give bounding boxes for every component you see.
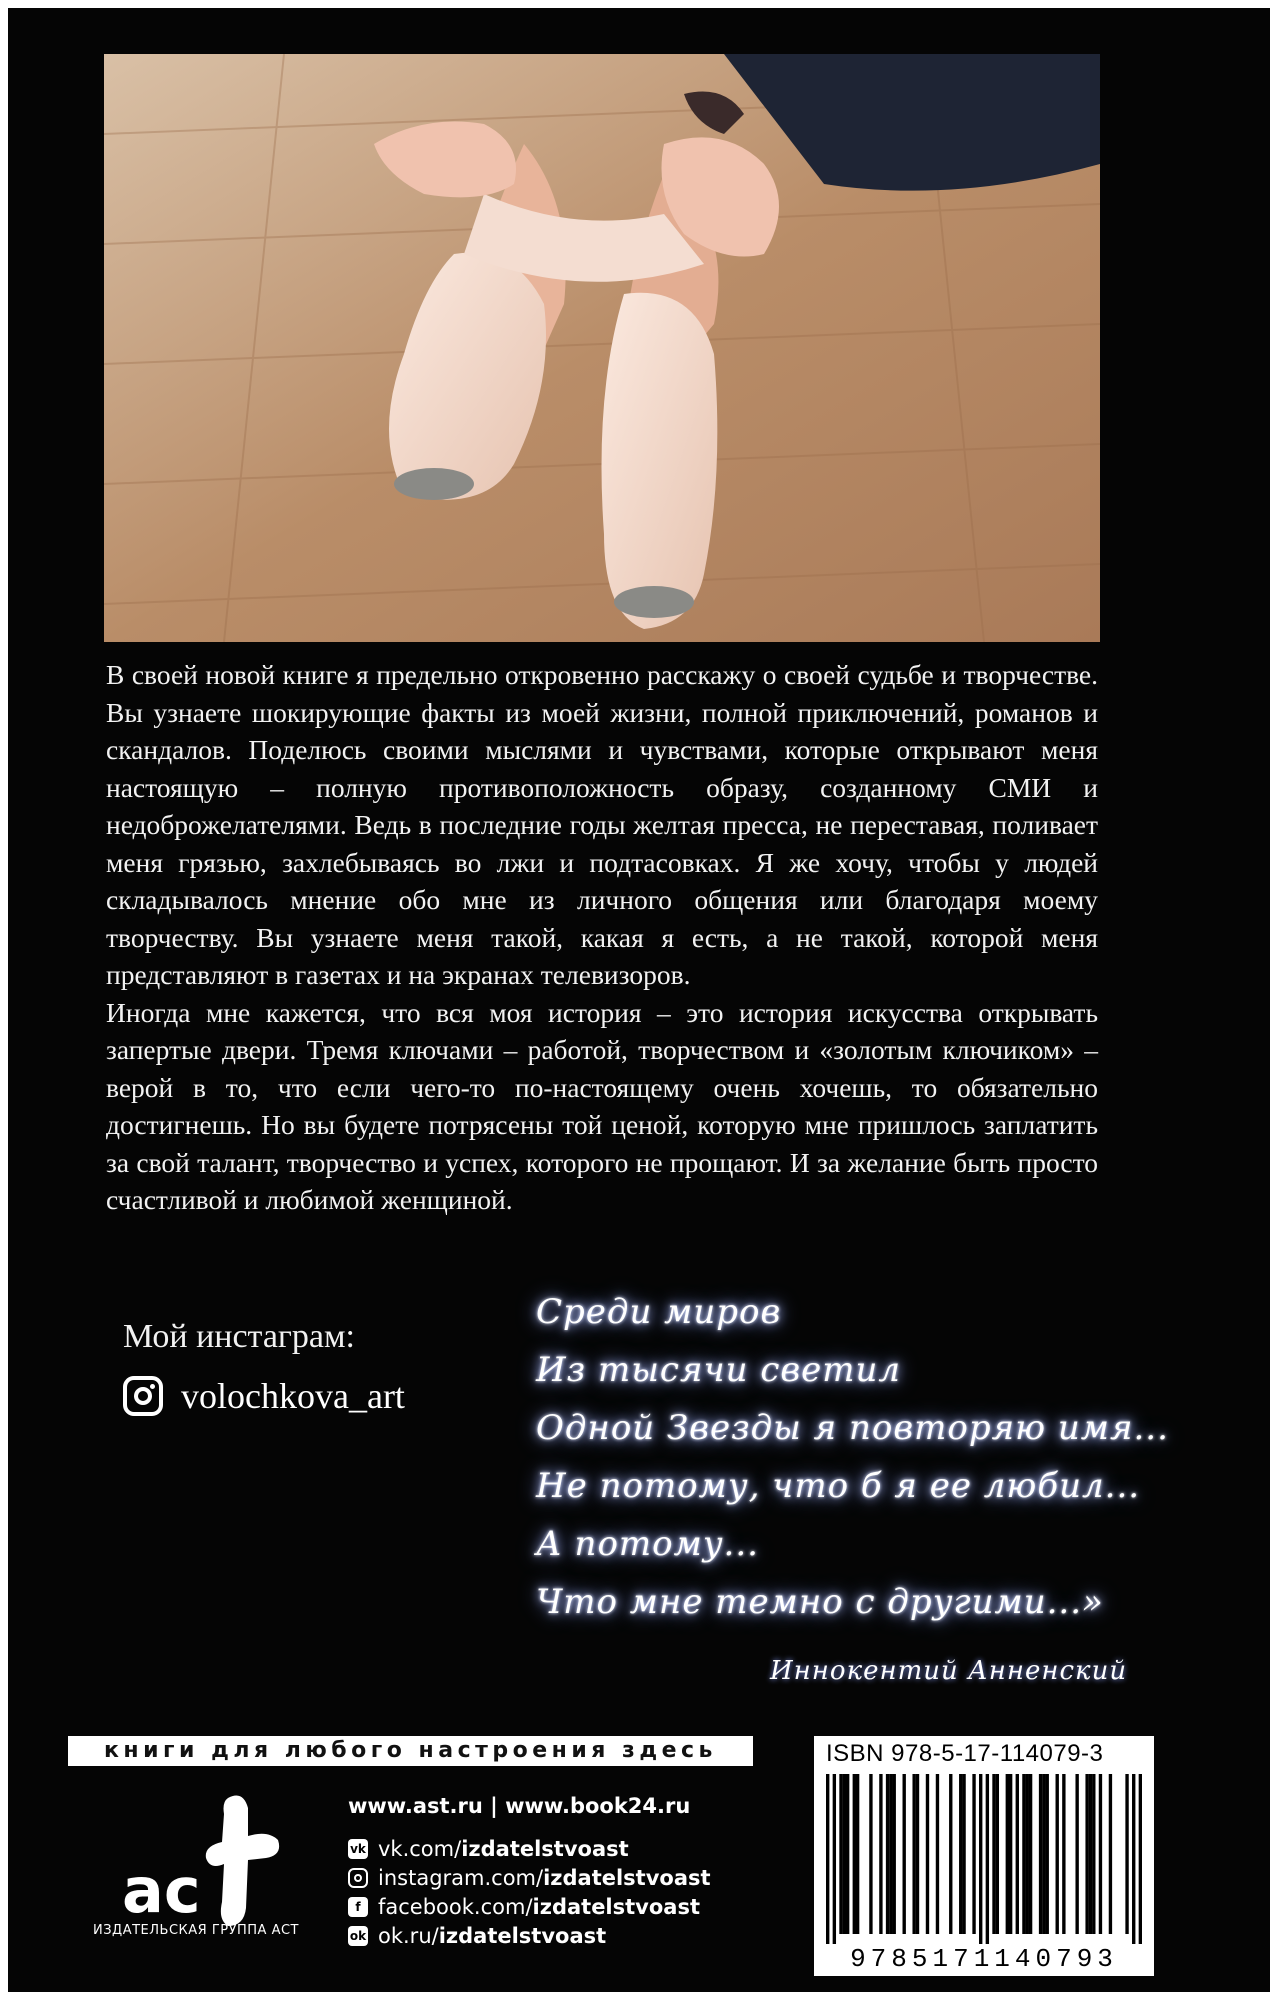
- barcode-bar: [979, 1774, 982, 1944]
- barcode-bar: [843, 1774, 846, 1934]
- publisher-banner: книги для любого настроения здесь: [68, 1736, 753, 1766]
- barcode-bar: [1062, 1774, 1065, 1934]
- poem-author: Иннокентий Анненский: [770, 1656, 1128, 1686]
- book-description: [106, 656, 1098, 1219]
- poem-line-6: Что мне темно с другими...»: [536, 1582, 1104, 1622]
- barcode-bar: [903, 1774, 906, 1934]
- isbn-number: ISBN 978-5-17-114079-3: [826, 1740, 1104, 1767]
- barcode-bars: [826, 1774, 1142, 1944]
- social-link-odnoklassniki[interactable]: [348, 1921, 711, 1950]
- social-name: izdatelstvoast: [532, 1894, 700, 1919]
- social-link-facebook[interactable]: [348, 1892, 711, 1921]
- ast-logo: [118, 1790, 298, 1932]
- barcode-bar: [1075, 1774, 1078, 1934]
- social-prefix: ok.ru/: [378, 1923, 439, 1948]
- facebook-icon: f: [348, 1897, 368, 1917]
- isbn-barcode: [814, 1736, 1154, 1976]
- barcode-bar: [1099, 1774, 1102, 1934]
- barcode-bar: [1139, 1774, 1142, 1944]
- social-prefix: facebook.com/: [378, 1894, 533, 1919]
- barcode-bar: [853, 1774, 856, 1934]
- barcode-bar: [869, 1774, 872, 1934]
- barcode-bar: [886, 1774, 889, 1934]
- book-back-cover: [8, 8, 1270, 1992]
- barcode-bar: [912, 1774, 915, 1934]
- publisher-caption: ИЗДАТЕЛЬСКАЯ ГРУППА АСТ: [93, 1923, 299, 1938]
- barcode-bar: [926, 1774, 929, 1934]
- barcode-bar: [936, 1774, 939, 1934]
- poem-line-5: А потому...: [536, 1524, 759, 1564]
- barcode-bar: [962, 1774, 965, 1934]
- barcode-bar: [893, 1774, 896, 1934]
- barcode-bar: [826, 1774, 829, 1944]
- vk-icon: vk: [348, 1839, 368, 1859]
- social-prefix: vk.com/: [378, 1836, 462, 1861]
- ast-logo-text: ас: [122, 1854, 201, 1927]
- poem-line-3: Одной Звезды я повторяю имя...: [536, 1408, 1169, 1448]
- barcode-bar: [889, 1774, 892, 1934]
- barcode-bar: [1026, 1774, 1029, 1934]
- description-paragraph-2: Иногда мне кажется, что вся моя история – это история искусства открывать запертые двери. Тремя ключами – работой, творчеством и «золотым ключиком» – верой в то, что если чего-то по-настоящему очень хочешь, то обязательно достигнешь. Но вы будете потрясены той ценой, которую мне пришлось заплатить за свой талант, творчество и успех, которого не прощают. И за желание быть просто счастливой и любимой женщиной.: [106, 996, 1098, 1215]
- instagram-icon: [348, 1868, 368, 1888]
- description-paragraph-1: В своей новой книге я предельно откровенно расскажу о своей судьбе и творчестве. Вы узнаете шокирующие факты из моей жизни, полной приключений, романов и скандалов. Поделюсь своими мыслями и чувствами, которые открывают меня настоящую – полную противоположность образу, созданному СМИ и недоброжелателями. Ведь в последние годы желтая пресса, не переставая, поливает меня грязью, захлебываясь во лжи и подтасовках. Я же хочу, чтобы у людей складывалось мнение обо мне из личного общения или благодаря моему творчеству. Вы узнаете меня такой, какая я есть, а не такой, которой меня представляют в газетах и на экранах телевизоров.: [106, 659, 1098, 990]
- social-name: izdatelstvoast: [438, 1923, 607, 1948]
- poem-line-2: Из тысячи светил: [536, 1350, 902, 1390]
- poem-quote: [536, 1283, 1176, 1631]
- barcode-bar: [833, 1774, 836, 1944]
- barcode-bar: [1092, 1774, 1095, 1934]
- barcode-bar: [1125, 1774, 1128, 1934]
- barcode-bar: [986, 1774, 989, 1944]
- barcode-bar: [1046, 1774, 1049, 1934]
- ballet-pointe-shoes-photo: [104, 54, 1100, 642]
- barcode-digits: 9785171140793: [850, 1944, 1118, 1974]
- publisher-websites[interactable]: www.ast.ru | www.book24.ru: [348, 1794, 691, 1818]
- barcode-bar: [1039, 1774, 1042, 1934]
- poem-line-1: Среди миров: [536, 1292, 782, 1332]
- social-prefix: instagram.com/: [378, 1865, 544, 1890]
- social-name: izdatelstvoast: [543, 1865, 711, 1890]
- barcode-bar: [1042, 1774, 1045, 1934]
- barcode-bar: [1022, 1774, 1025, 1934]
- barcode-bar: [1089, 1774, 1092, 1934]
- social-link-instagram[interactable]: [348, 1863, 711, 1892]
- social-link-vk[interactable]: [348, 1834, 711, 1863]
- barcode-bar: [949, 1774, 952, 1934]
- barcode-bar: [1006, 1774, 1009, 1934]
- barcode-bar: [1016, 1774, 1019, 1934]
- barcode-bar: [1056, 1774, 1059, 1934]
- instagram-icon: [123, 1376, 163, 1416]
- instagram-handle: volochkova_art: [181, 1376, 405, 1416]
- odnoklassniki-icon: ok: [348, 1926, 368, 1946]
- barcode-bar: [856, 1774, 859, 1934]
- barcode-bar: [972, 1774, 975, 1934]
- barcode-bar: [992, 1774, 995, 1934]
- barcode-bar: [916, 1774, 919, 1934]
- social-name: izdatelstvoast: [461, 1836, 629, 1861]
- barcode-bar: [959, 1774, 962, 1934]
- barcode-bar: [839, 1774, 842, 1934]
- barcode-bar: [879, 1774, 882, 1934]
- instagram-label: Мой инстаграм:: [123, 1318, 355, 1355]
- publisher-links: [348, 1794, 711, 1950]
- barcode-bar: [996, 1774, 999, 1934]
- barcode-bar: [846, 1774, 849, 1934]
- barcode-bar: [1132, 1774, 1135, 1944]
- barcode-bar: [1109, 1774, 1112, 1934]
- poem-line-4: Не потому, что б я ее любил...: [536, 1466, 1141, 1506]
- barcode-bar: [1085, 1774, 1088, 1934]
- barcode-bar: [1029, 1774, 1032, 1934]
- barcode-bar: [1009, 1774, 1012, 1934]
- instagram-handle-row: [123, 1374, 405, 1418]
